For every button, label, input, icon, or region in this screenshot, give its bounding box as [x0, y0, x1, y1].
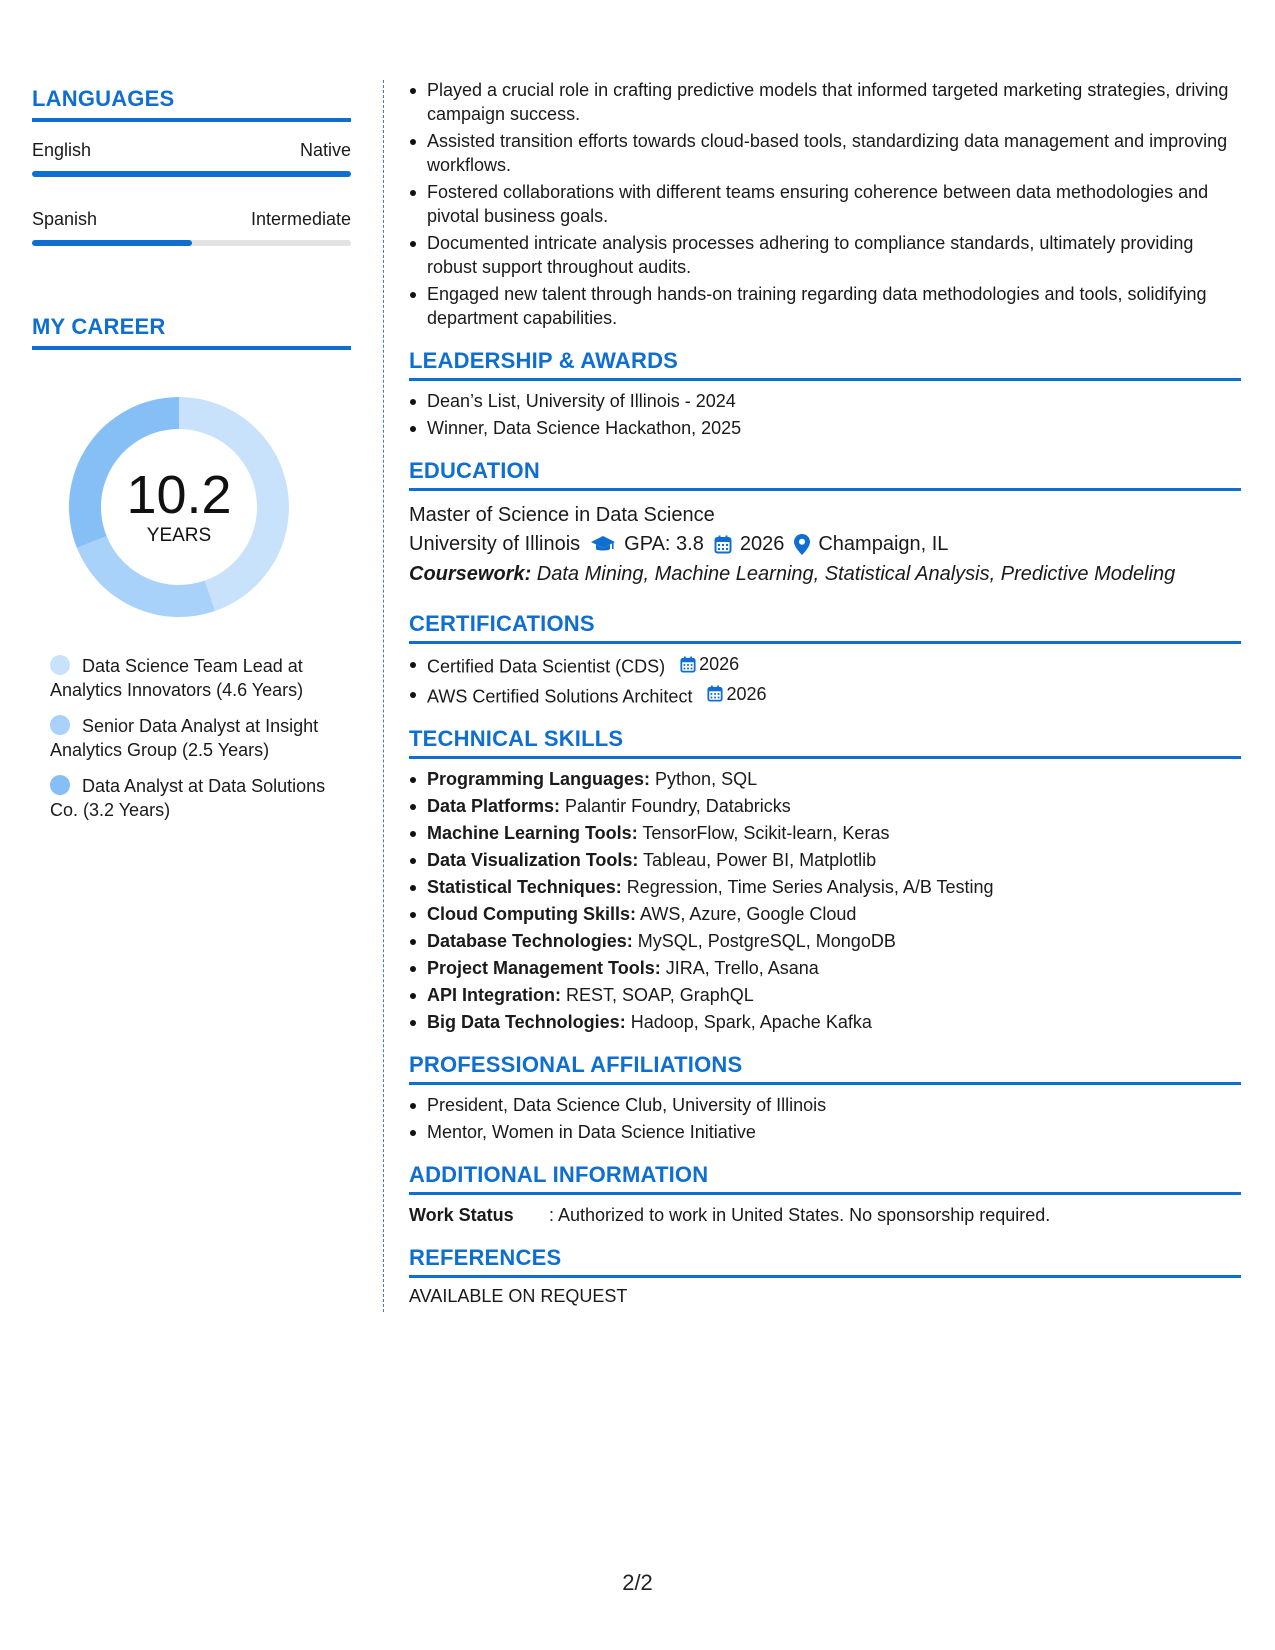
language-item-english: [32, 140, 351, 177]
work-status-label: Work Status: [409, 1205, 514, 1225]
references-text: AVAILABLE ON REQUEST: [409, 1286, 628, 1306]
language-level: Native: [299, 140, 351, 160]
skills-section: [409, 726, 1241, 1034]
language-level: Intermediate: [250, 209, 351, 229]
language-proficiency-bar: [32, 171, 351, 177]
education-location: Champaign, IL: [818, 533, 949, 555]
legend-dot-icon: [50, 775, 70, 795]
education-school: University of Illinois: [409, 533, 581, 555]
column-divider: [383, 80, 384, 1312]
skill-category: Data Platforms:: [427, 796, 561, 816]
skills-title: TECHNICAL SKILLS: [409, 726, 1241, 759]
career-total-unit: YEARS: [146, 525, 212, 546]
skill-category: Statistical Techniques:: [427, 877, 622, 897]
legend-label: Senior Data Analyst at Insight Analytics Group (2.5 Years): [50, 716, 319, 760]
skill-values: Regression, Time Series Analysis, A/B Testing: [621, 877, 994, 897]
languages-title: LANGUAGES: [32, 86, 351, 122]
career-total-years: 10.2: [126, 465, 232, 525]
skill-category: Project Management Tools:: [427, 958, 661, 978]
experience-bullet: Engaged new talent through hands-on training regarding data methodologies and tools, solidifying department capabilities.: [427, 282, 1241, 330]
skill-item: [427, 1010, 1241, 1034]
education-year: 2026: [739, 533, 785, 555]
education-degree: Master of Science in Data Science: [409, 504, 715, 526]
skill-values: Python, SQL: [650, 769, 758, 789]
skill-item: [427, 983, 1241, 1007]
legend-label: Data Science Team Lead at Analytics Innovators (4.6 Years): [50, 656, 304, 700]
skill-category: Machine Learning Tools:: [427, 823, 638, 843]
skill-values: REST, SOAP, GraphQL: [561, 985, 754, 1005]
language-proficiency-fill: [32, 171, 351, 177]
skill-values: JIRA, Trello, Asana: [660, 958, 819, 978]
awards-section: [409, 348, 1241, 440]
additional-info-title: ADDITIONAL INFORMATION: [409, 1162, 1241, 1195]
language-name: English: [32, 140, 92, 160]
education-section: [409, 458, 1241, 589]
language-proficiency-bar: [32, 240, 351, 246]
work-status-value: : Authorized to work in United States. No sponsorship required.: [549, 1205, 1051, 1225]
certification-item: [427, 682, 1241, 709]
legend-item: [50, 774, 330, 822]
affiliations-section: [409, 1052, 1241, 1144]
legend-item: [50, 714, 330, 762]
donut-center: [64, 392, 294, 622]
skill-item: [427, 794, 1241, 818]
award-item: Dean’s List, University of Illinois - 2024: [427, 389, 1241, 413]
skill-category: Data Visualization Tools:: [427, 850, 639, 870]
experience-bullet: Played a crucial role in crafting predictive models that informed targeted marketing strategies, driving campaign success.: [427, 78, 1241, 126]
legend-dot-icon: [50, 715, 70, 735]
work-status-row: [409, 1203, 1241, 1227]
certification-item: [427, 652, 1241, 679]
coursework-label: Coursework:: [409, 563, 532, 585]
skill-item: [427, 848, 1241, 872]
skill-item: [427, 875, 1241, 899]
legend-label: Data Analyst at Data Solutions Co. (3.2 Years): [50, 776, 326, 820]
skill-category: Big Data Technologies:: [427, 1012, 626, 1032]
references-title: REFERENCES: [409, 1245, 1241, 1278]
skill-values: MySQL, PostgreSQL, MongoDB: [632, 931, 896, 951]
skill-item: [427, 767, 1241, 791]
calendar-icon: [714, 535, 732, 554]
skills-list: [409, 767, 1241, 1034]
right-column: [409, 78, 1241, 1307]
certification-name: Certified Data Scientist (CDS): [427, 656, 666, 677]
awards-title: LEADERSHIP & AWARDS: [409, 348, 1241, 381]
language-item-spanish: [32, 209, 351, 246]
skill-category: API Integration:: [427, 985, 561, 1005]
experience-bullet: Documented intricate analysis processes adhering to compliance standards, ultimately providing robust support throughout audits.: [427, 231, 1241, 279]
coursework-list: Data Mining, Machine Learning, Statistical Analysis, Predictive Modeling: [531, 563, 1176, 585]
skill-category: Programming Languages:: [427, 769, 651, 789]
affiliation-item: President, Data Science Club, University of Illinois: [427, 1093, 1241, 1117]
experience-bullet: Assisted transition efforts towards cloud-based tools, standardizing data management and improving workflows.: [427, 129, 1241, 177]
location-pin-icon: [794, 534, 810, 555]
left-column: [32, 86, 351, 834]
education-gpa: GPA: 3.8: [624, 533, 704, 555]
affiliations-title: PROFESSIONAL AFFILIATIONS: [409, 1052, 1241, 1085]
calendar-icon: [707, 685, 723, 702]
skill-item: [427, 821, 1241, 845]
skill-values: Tableau, Power BI, Matplotlib: [638, 850, 877, 870]
certification-year: 2026: [726, 683, 767, 704]
skill-item: [427, 929, 1241, 953]
skill-values: TensorFlow, Scikit-learn, Keras: [637, 823, 890, 843]
legend-dot-icon: [50, 655, 70, 675]
calendar-icon: [680, 656, 696, 673]
skill-item: [427, 902, 1241, 926]
skill-values: Palantir Foundry, Databricks: [560, 796, 791, 816]
career-legend: [50, 654, 330, 822]
career-title: MY CAREER: [32, 314, 351, 350]
affiliation-item: Mentor, Women in Data Science Initiative: [427, 1120, 1241, 1144]
language-proficiency-fill: [32, 240, 192, 246]
skill-values: Hadoop, Spark, Apache Kafka: [625, 1012, 872, 1032]
certification-year: 2026: [699, 654, 740, 674]
experience-bullets: [409, 78, 1241, 330]
legend-item: [50, 654, 330, 702]
skill-values: AWS, Azure, Google Cloud: [636, 904, 857, 924]
certifications-section: [409, 611, 1241, 708]
language-name: Spanish: [32, 209, 98, 229]
education-details: [409, 529, 1241, 559]
page-number: 2/2: [622, 1570, 653, 1595]
education-title: EDUCATION: [409, 458, 1241, 491]
experience-bullet: Fostered collaborations with different teams ensuring coherence between data methodologies and pivotal business goals.: [427, 180, 1241, 228]
skill-category: Cloud Computing Skills:: [427, 904, 636, 924]
skill-category: Database Technologies:: [427, 931, 633, 951]
certifications-title: CERTIFICATIONS: [409, 611, 1241, 644]
career-donut-chart: [64, 392, 294, 622]
graduation-cap-icon: [590, 534, 616, 554]
additional-info-section: [409, 1162, 1241, 1227]
education-coursework: [409, 559, 1241, 589]
references-section: [409, 1245, 1241, 1307]
award-item: Winner, Data Science Hackathon, 2025: [427, 416, 1241, 440]
skill-item: [427, 956, 1241, 980]
certification-name: AWS Certified Solutions Architect: [427, 686, 693, 706]
